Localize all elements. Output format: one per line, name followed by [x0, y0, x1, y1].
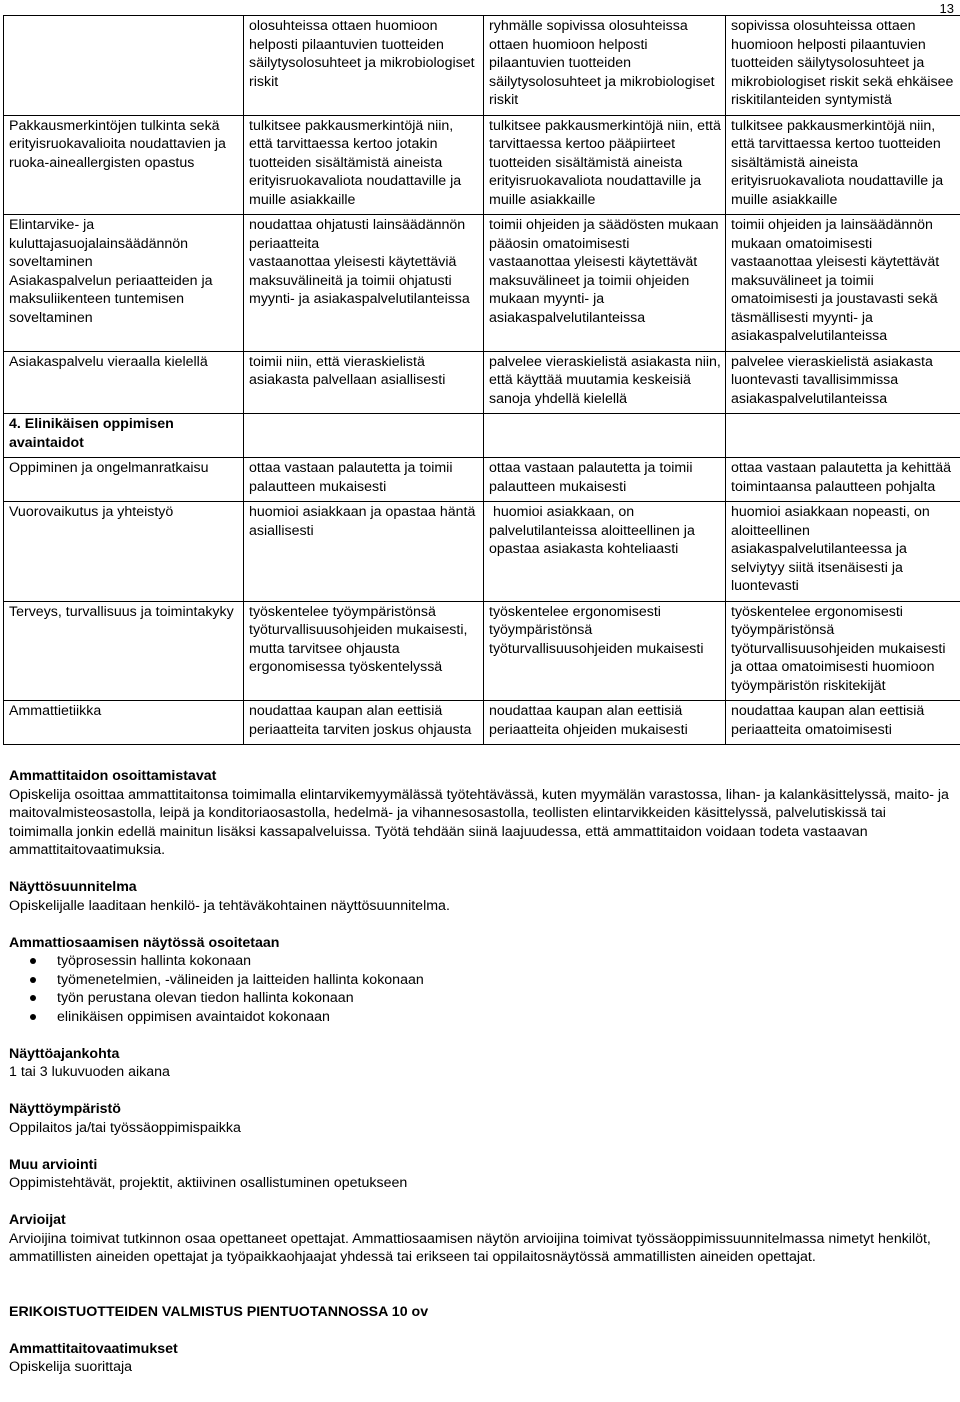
skill-requirements-section — [9, 1340, 949, 1377]
section-heading: Muu arviointi — [9, 1156, 98, 1173]
section-heading: Ammattiosaamisen näytössä osoitetaan — [9, 934, 280, 951]
level-3-cell: tulkitsee pakkausmerkintöjä niin, että tarvittaessa kertoo tuotteiden sisältämistä aineista erityisruokavaliota noudattaville ja muille asiakkaille — [726, 115, 960, 215]
module-heading-section — [9, 1303, 949, 1322]
section-row — [4, 414, 960, 458]
table-row — [4, 701, 960, 745]
list-item: työmenetelmien, -välineiden ja laitteiden hallinta kokonaan — [57, 971, 949, 990]
level-1-cell: noudattaa ohjatusti lainsäädännön periaatteita vastaanottaa yleisesti käytettäviä maksuvälineitä ja toimii ohjatusti myynti- ja asiakaspalvelutilanteissa — [244, 215, 484, 352]
level-2-cell: toimii ohjeiden ja säädösten mukaan pääosin omatoimisesti vastaanottaa yleisesti käytettävät maksuvälineet ja toimii ohjeiden mukaan myynti- ja asiakaspalvelutilanteissa — [484, 215, 726, 352]
empty-cell — [484, 414, 726, 458]
list-item: työprosessin hallinta kokonaan — [57, 952, 949, 971]
demonstration-timing-section — [9, 1045, 949, 1082]
demonstration-environment-section — [9, 1100, 949, 1137]
level-1-cell: toimii niin, että vieraskielistä asiakasta palvellaan asiallisesti — [244, 351, 484, 414]
level-1-cell: huomioi asiakkaan ja opastaa häntä asiallisesti — [244, 502, 484, 602]
list-item: elinikäisen oppimisen avaintaidot kokonaan — [57, 1008, 949, 1027]
criterion-cell: Vuorovaikutus ja yhteistyö — [4, 502, 244, 602]
level-3-cell: palvelee vieraskielistä asiakasta luontevasti tavallisimmissa asiakaspalvelutilanteissa — [726, 351, 960, 414]
section-heading: Ammattitaitovaatimukset — [9, 1340, 178, 1357]
criterion-cell: Asiakaspalvelu vieraalla kielellä — [4, 351, 244, 414]
table-row — [4, 601, 960, 701]
evaluation-criteria-table — [3, 15, 960, 745]
level-3-cell: työskentelee ergonomisesti työympäristönsä työturvallisuusohjeiden mukaisesti ja ottaa omatoimisesti huomioon työympäristön riskitekijät — [726, 601, 960, 701]
bullet-list — [9, 952, 949, 1026]
level-2-cell: noudattaa kaupan alan eettisiä periaatteita ohjeiden mukaisesti — [484, 701, 726, 745]
level-3-cell: noudattaa kaupan alan eettisiä periaatteita omatoimisesti — [726, 701, 960, 745]
level-3-cell: ottaa vastaan palautetta ja kehittää toimintaansa palautteen pohjalta — [726, 458, 960, 502]
section-text: Arvioijina toimivat tutkinnon osaa opettaneet opettajat. Ammattiosaamisen näytön arvioijina toimivat työssäoppimissuunnitelmassa nimetyt henkilöt, ammatillisten aineiden opettajat ja työpaikkaohjaajat yhdessä tai erikseen tai oppilaitosnäytössä ammatillisten aineiden opettajat. — [9, 1230, 931, 1265]
level-3-cell: huomioi asiakkaan nopeasti, on aloitteellinen asiakaspalvelutilanteessa ja selviytyy siitä itsenäisesti ja luontevasti — [726, 502, 960, 602]
section-text: Opiskelija osoittaa ammattitaitonsa toimimalla elintarvikemyymälässä työtehtävässä, kuten myymälän varastossa, lihan- ja kalankäsittelyssä, maito- ja maitovalmisteosastolla, leipä ja konditoriaosastolla, hedelmä- ja vihannesosastolla, teollisten elintarvikkeiden käsittelyssä, palvelutiskissä tai toimimalla jonkin edellä mainitun lisäksi kassapalveluissa. Työtä tehdään siinä laajuudessa, että ammattitaidon voidaan todeta vastaavan ammattitaitovaatimuksia. — [9, 786, 949, 858]
section-text: Opiskelija suorittaja — [9, 1359, 133, 1375]
table-row — [4, 115, 960, 215]
level-1-cell: olosuhteissa ottaen huomioon helposti pilaantuvien tuotteiden säilytysolosuhteet ja mikrobiologiset riskit — [244, 16, 484, 116]
criterion-cell: Terveys, turvallisuus ja toimintakyky — [4, 601, 244, 701]
table-row — [4, 351, 960, 414]
section-heading: Näyttöajankohta — [9, 1045, 120, 1062]
table-row — [4, 458, 960, 502]
level-2-cell: huomioi asiakkaan, on palvelutilanteissa aloitteellinen ja opastaa asiakasta kohteliaasti — [484, 502, 726, 602]
demonstrated-skills-section — [9, 934, 949, 1027]
page-number: 13 — [939, 1, 954, 16]
level-3-cell: toimii ohjeiden ja lainsäädännön mukaan omatoimisesti vastaanottaa yleisesti käytettävät maksuvälineet ja toimii omatoimisesti ja joustavasti sekä täsmällisesti myynti- ja asiakaspalvelutilanteissa — [726, 215, 960, 352]
section-text: Oppilaitos ja/tai työssäoppimispaikka — [9, 1119, 241, 1136]
criterion-cell: Pakkausmerkintöjen tulkinta sekä erityisruokavalioita noudattavien ja ruoka-aineallergisten opastus — [4, 115, 244, 215]
level-2-cell: ottaa vastaan palautetta ja toimii palautteen mukaisesti — [484, 458, 726, 502]
section-text: Opiskelijalle laaditaan henkilö- ja tehtäväkohtainen näyttösuunnitelma. — [9, 897, 450, 914]
section-title-cell: 4. Elinikäisen oppimisen avaintaidot — [4, 414, 244, 458]
criterion-cell: Elintarvike- ja kuluttajasuojalainsäädännön soveltaminen Asiakaspalvelun periaatteiden ja maksuliikenteen tuntemisen soveltaminen — [4, 215, 244, 352]
level-1-cell: työskentelee työympäristönsä työturvallisuusohjeiden mukaisesti, mutta tarvitsee ohjausta ergonomisessa työskentelyssä — [244, 601, 484, 701]
demonstration-methods-section — [9, 767, 949, 860]
level-2-cell: työskentelee ergonomisesti työympäristönsä työturvallisuusohjeiden mukaisesti — [484, 601, 726, 701]
level-2-cell: ryhmälle sopivissa olosuhteissa ottaen huomioon helposti pilaantuvien tuotteiden säilytysolosuhteet ja mikrobiologiset riskit — [484, 16, 726, 116]
level-2-cell: palvelee vieraskielistä asiakasta niin, että käyttää muutamia keskeisiä sanoja yhdellä kielellä — [484, 351, 726, 414]
section-text: 1 tai 3 lukuvuoden aikana — [9, 1064, 170, 1080]
criterion-cell: Ammattietiikka — [4, 701, 244, 745]
section-text: Oppimistehtävät, projektit, aktiivinen osallistuminen opetukseen — [9, 1175, 408, 1191]
criterion-cell — [4, 16, 244, 116]
assessment-details — [9, 767, 949, 1395]
module-heading: ERIKOISTUOTTEIDEN VALMISTUS PIENTUOTANNOSSA 10 ov — [9, 1303, 429, 1320]
level-2-cell: tulkitsee pakkausmerkintöjä niin, että tarvittaessa kertoo pääpiirteet tuotteiden sisältämistä aineista erityisruokavaliota noudattaville ja muille asiakkaille — [484, 115, 726, 215]
section-heading: Ammattitaidon osoittamistavat — [9, 768, 217, 784]
section-heading: Arvioijat — [9, 1212, 66, 1228]
level-1-cell: noudattaa kaupan alan eettisiä periaatteita tarviten joskus ohjausta — [244, 701, 484, 745]
demonstration-plan-section — [9, 878, 949, 915]
assessors-section — [9, 1211, 949, 1267]
other-assessment-section — [9, 1156, 949, 1193]
criterion-cell: Oppiminen ja ongelmanratkaisu — [4, 458, 244, 502]
table-row — [4, 16, 960, 116]
table-row — [4, 215, 960, 352]
section-heading: Näyttösuunnitelma — [9, 879, 137, 895]
empty-cell — [244, 414, 484, 458]
empty-cell — [726, 414, 960, 458]
level-3-cell: sopivissa olosuhteissa ottaen huomioon helposti pilaantuvien tuotteiden säilytysolosuhteet ja mikrobiologiset riskit sekä ehkäisee riskitilanteiden syntymistä — [726, 16, 960, 116]
level-1-cell: tulkitsee pakkausmerkintöjä niin, että tarvittaessa kertoo jotakin tuotteiden sisältämistä aineista erityisruokavaliota noudattaville ja muille asiakkaille — [244, 115, 484, 215]
table-body — [4, 16, 960, 745]
table-row — [4, 502, 960, 602]
section-heading: Näyttöympäristö — [9, 1101, 121, 1117]
level-1-cell: ottaa vastaan palautetta ja toimii palautteen mukaisesti — [244, 458, 484, 502]
list-item: työn perustana olevan tiedon hallinta kokonaan — [57, 989, 949, 1008]
